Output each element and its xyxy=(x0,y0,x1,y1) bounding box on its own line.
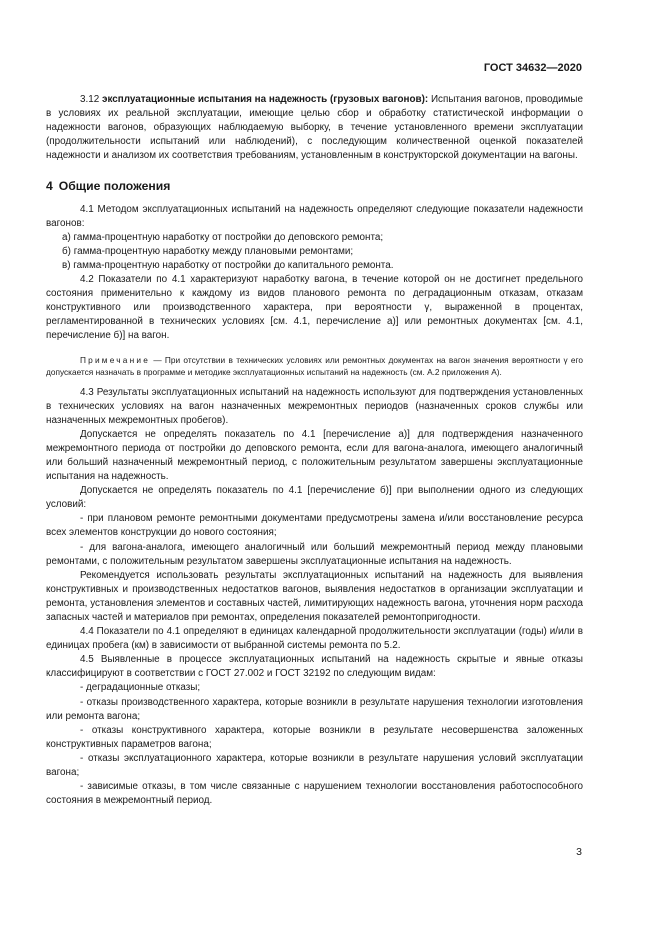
definition-3-12 xyxy=(46,93,583,163)
paragraph-4-4: 4.4 Показатели по 4.1 определяют в единицах календарной продолжительности эксплуатации (годы) и/или в единицах пробега (км) в зависимости от выбранной системы ремонта по 5.2. xyxy=(46,626,583,652)
note-label: Примечание xyxy=(80,354,151,365)
paragraph-4-5: 4.5 Выявленные в процессе эксплуатационных испытаний на надежность скрытые и явные отказы классифицируют в соответствии с ГОСТ 27.002 и ГОСТ 32192 по следующим видам: xyxy=(46,654,583,680)
section-title: Общие положения xyxy=(58,179,171,194)
note xyxy=(46,354,583,378)
list-item: б) гамма-процентную наработку между плановыми ремонтами; xyxy=(62,245,354,257)
note-text: — При отсутствии в технических условиях или ремонтных документах на вагон значения вероятности γ его допускается назначать в программе и методике эксплуатационных испытаний на надежность (см. А.2 приложения А). xyxy=(46,354,583,377)
list-item: - отказы производственного характера, которые возникли в результате нарушения технологии изготовления или ремонта вагона; xyxy=(46,696,583,722)
list-item: - деградационные отказы; xyxy=(80,682,201,694)
page-content xyxy=(46,93,583,808)
document-header: ГОСТ 34632—2020 xyxy=(483,62,582,74)
paragraph: Рекомендуется использовать результаты эксплуатационных испытаний на надежность для выявления конструктивных и производственных недостатков вагонов, выявления недостатков в организации эксплуатации и ремонта, установления элементов и составных частей, лимитирующих надежность вагона, уточнения норм расхода запасных частей и материалов при ремонтах, определения показателей ремонтопригодности. xyxy=(46,569,583,623)
paragraph-4-1: 4.1 Методом эксплуатационных испытаний на надежность определяют следующие показатели надежности вагонов: xyxy=(46,203,583,229)
definition-term: эксплуатационные испытания на надежность (грузовых вагонов): xyxy=(102,94,429,105)
list-item: - отказы эксплуатационного характера, которые возникли в результате нарушения условий эксплуатации вагона; xyxy=(46,752,583,779)
definition-text: Испытания вагонов, проводимые в условиях их реальной эксплуатации, имеющие целью сбор и обработку статистической информации о надежности вагонов, образующих наблюдаемую выборку, в течение установленного времени эксплуатации (продолжительности испытаний или наблюдений), с последующим количественной оценкой показателей надежности и анализом их соответствия требованиям, установленным в конструкторской документации на вагоны. xyxy=(46,94,583,162)
list-item: в) гамма-процентную наработку от постройки до капитального ремонта. xyxy=(62,259,394,271)
list-item: - отказы конструктивного характера, которые возникли в результате несовершенства заложенных конструктивных параметров вагона; xyxy=(46,724,583,750)
list-item: - при плановом ремонте ремонтными документами предусмотрены замена и/или восстановление ресурса всех элементов конструкции до нового состояния; xyxy=(46,513,583,539)
list-item: - зависимые отказы, в том числе связанные с нарушением технологии восстановления работоспособного состояния в межремонтный период. xyxy=(46,781,583,807)
section-heading xyxy=(46,179,583,193)
list-item: а) гамма-процентную наработку от постройки до деповского ремонта; xyxy=(62,231,384,243)
definition-number: 3.12 xyxy=(80,94,100,105)
paragraph-4-3: 4.3 Результаты эксплуатационных испытаний на надежность используют для подтверждения установленных в технических условиях на вагон назначенных межремонтных периодов (назначенных сроков службы или назначенных межремонтных пробегов). xyxy=(46,386,583,426)
list-item: - для вагона-аналога, имеющего аналогичный или больший межремонтный период между плановыми ремонтами, с положительным результатом завершены эксплуатационные испытания на надежность. xyxy=(46,541,583,567)
page-number: 3 xyxy=(576,846,582,858)
section-number: 4 xyxy=(46,179,53,194)
paragraph-4-2: 4.2 Показатели по 4.1 характеризуют наработку вагона, в течение которой он не достигнет предельного состояния применительно к каждому из видов планового ремонта по деградационным отказам, отказам конструктивного или производственного характера, при вероятности γ, выраженной в процентах, регламентированной в технических условиях [см. 4.1, перечисление а)] или ремонтных документах [см. 4.1, перечисление б)] на вагон. xyxy=(46,274,583,342)
paragraph: Допускается не определять показатель по 4.1 [перечисление б)] при выполнении одного из следующих условий: xyxy=(46,485,583,511)
paragraph: Допускается не определять показатель по 4.1 [перечисление а)] для подтверждения назначенного межремонтного периода от постройки до деповского ремонта, если для вагона-аналога, имеющего аналогичный или больший назначенный межремонтный период, с положительным результатом завершены эксплуатационные испытания на надежность. xyxy=(46,428,583,483)
